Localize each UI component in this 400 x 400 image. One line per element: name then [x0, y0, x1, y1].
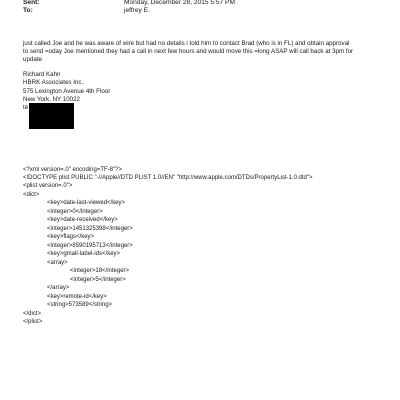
body-line: to send =oday Joe mentioned they had a call in next few hours and would move this =long ASAP will call back at 3pm for — [23, 48, 354, 55]
xml-line: <key>date-last-viewed</key> — [47, 200, 126, 206]
sent-value: Monday, December 28, 2015 5:57 PM — [124, 0, 235, 6]
xml-line: </array> — [47, 285, 70, 291]
signature-name: Richard Kahn — [23, 71, 61, 78]
xml-line: <string>573589</string> — [47, 302, 113, 308]
xml-line: <?xml version=.0" encoding=TF-8"?> — [23, 167, 122, 173]
redaction-block — [29, 103, 74, 129]
xml-line: <key>date-received</key> — [47, 217, 118, 223]
xml-line: <key>flags</key> — [47, 234, 95, 240]
xml-line: <plist version=.0"> — [23, 183, 73, 189]
xml-line: <dict> — [23, 192, 40, 198]
xml-line: </plist> — [23, 319, 43, 325]
signature-tel-prefix: te — [23, 104, 29, 111]
xml-line: <key>gmail-label-ids</key> — [47, 251, 121, 257]
xml-line: <integer>18</integer> — [70, 268, 130, 274]
sent-label: Sent: — [23, 0, 40, 6]
body-line: update — [23, 56, 42, 63]
xml-line: <integer>1451325398</integer> — [47, 226, 133, 232]
xml-line: <integer>0</integer> — [47, 209, 103, 215]
xml-line: <integer>8590195713</integer> — [47, 243, 133, 249]
xml-line: <key>remote-id</key> — [47, 294, 107, 300]
to-label: To: — [23, 7, 33, 14]
xml-line: </dict> — [23, 311, 42, 317]
body-line: just called Joe and he was aware of wire but had no details i told him to contact Brad (who is in FL) and obtain approval — [23, 40, 350, 47]
signature-city: New York, NY 10022 — [23, 96, 80, 103]
signature-address: 575 Lexington Avenue 4th Floor — [23, 88, 111, 95]
xml-line: <!DOCTYPE plist PUBLIC "-//Apple//DTD PLIST 1.0//EN" "http://www.apple.com/DTDs/PropertyList-1.0.dtd"> — [23, 175, 313, 181]
signature-company: HBRK Associates Inc. — [23, 79, 84, 86]
xml-line: <integer>5</integer> — [70, 277, 126, 283]
to-value: jeffrey E. — [124, 7, 150, 14]
xml-line: <array> — [47, 260, 68, 266]
